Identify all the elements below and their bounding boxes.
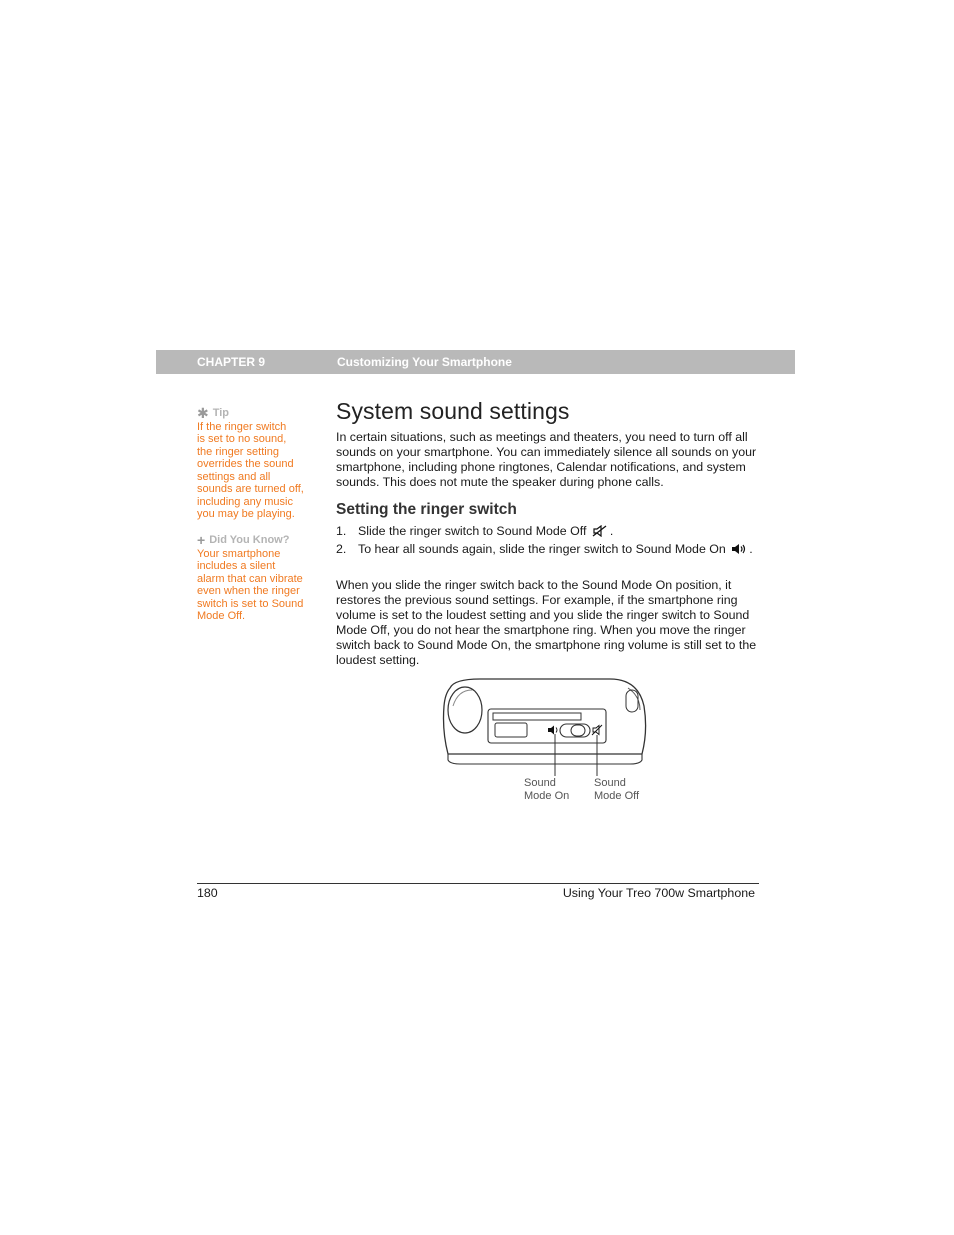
step-text: Slide the ringer switch to Sound Mode Off	[358, 524, 587, 538]
did-you-know-heading	[197, 534, 317, 547]
body-paragraph: When you slide the ringer switch back to the Sound Mode On position, it restores the previous sound settings. For example, if the smartphone ring volume is set to the loudest setting and you slide the ringer switch to Sound Mode Off, you do not hear the smartphone ring. When you move the ringer switch back to Sound Mode On, the smartphone ring volume is still set to the loudest setting.	[336, 578, 757, 667]
book-title: Using Your Treo 700w Smartphone	[562, 886, 755, 900]
plus-icon: +	[197, 532, 206, 549]
callout-lines	[554, 764, 598, 776]
step-text: To hear all sounds again, slide the ringer switch to Sound Mode On	[358, 542, 726, 556]
page-title: System sound settings	[336, 398, 570, 424]
ringer-switch-illustration	[440, 676, 650, 766]
step-number: 1.	[336, 524, 347, 538]
chapter-label: CHAPTER 9	[197, 355, 266, 369]
step-number: 2.	[336, 542, 347, 556]
did-you-know-label: Did You Know?	[209, 534, 290, 546]
tip-text: If the ringer switch is set to no sound, the ringer setting overrides the sound settings and all sounds are turned off, including any music you may be playing.	[197, 420, 304, 520]
sound-on-icon	[731, 543, 747, 555]
step-text-end: .	[609, 524, 614, 538]
caption-sound-mode-off: Sound Mode Off	[594, 777, 640, 802]
tip-heading	[197, 407, 317, 420]
chapter-title: Customizing Your Smartphone	[337, 355, 512, 369]
did-you-know-text: Your smartphone includes a silent alarm that can vibrate even when the ringer switch is set to Sound Mode Off.	[197, 547, 304, 622]
section-subtitle: Setting the ringer switch	[336, 501, 517, 518]
intro-paragraph: In certain situations, such as meetings and theaters, you need to turn off all sounds on your smartphone. You can immediately silence all sounds on your smartphone, including phone ringtones, Calendar notifications, and system sounds. This does not mute the speaker during phone calls.	[336, 430, 757, 489]
asterisk-icon: ✱	[197, 405, 209, 422]
footer-divider	[197, 883, 759, 884]
step-1	[336, 524, 756, 540]
step-2	[336, 542, 756, 574]
tip-label: Tip	[212, 407, 230, 419]
page-number: 180	[197, 886, 218, 900]
step-text-end: .	[749, 542, 753, 556]
did-you-know-box	[197, 534, 317, 623]
sound-off-icon	[592, 525, 608, 537]
chapter-header-bar	[156, 350, 795, 374]
caption-sound-mode-on: Sound Mode On	[524, 777, 570, 802]
tip-box	[197, 407, 317, 521]
